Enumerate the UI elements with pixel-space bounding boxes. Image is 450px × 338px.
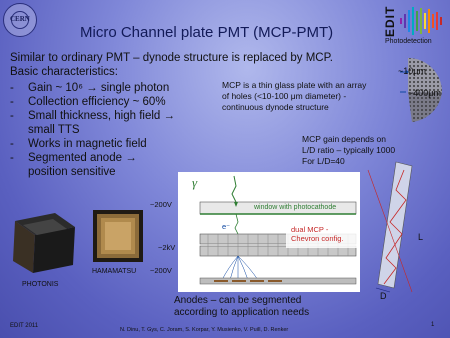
mcp-channel-diagram [360, 160, 418, 296]
list-item: - Segmented anode → position sensitive [10, 151, 208, 179]
list-item: - Works in magnetic field [10, 137, 208, 151]
footer-authors: N. Dinu, T. Gys, C. Joram, S. Korpar, Y. Musienko, V. Puill, D. Renker [120, 327, 289, 333]
electron-label: e⁻ [222, 222, 231, 231]
list-item: - Collection efficiency ~ 60% [10, 95, 208, 109]
voltage-label-mid: ~2kV [158, 243, 176, 252]
gamma-label: γ [192, 175, 198, 190]
brand-edit [383, 7, 397, 37]
voltage-label-top: ~200V [150, 200, 172, 209]
footer-event: EDIT 2011 [10, 323, 39, 329]
photonis-label: PHOTONIS [22, 281, 59, 288]
hamamatsu-mcp-photo [91, 208, 146, 266]
basic-title: Basic characteristics: [10, 66, 119, 78]
pitch-label: ~400μm [408, 88, 441, 98]
brand-subtitle: Photodetection [385, 38, 432, 45]
page-number: 1 [431, 322, 435, 328]
list-item-text: Gain ~ 10⁶ → single photon [28, 82, 170, 94]
intro-text: Similar to ordinary PMT – dynode structure is replaced by MCP. [10, 52, 333, 64]
gain-note: MCP gain depends on L/D ratio – typically 1000 For L/D=40 [302, 134, 396, 166]
list-item-text: Works in magnetic field [28, 138, 147, 150]
waveform-logo-icon [398, 4, 448, 38]
list-item-text: Segmented anode → position sensitive [28, 152, 137, 178]
anodes-note: Anodes – can be segmented according to application needs [174, 295, 310, 318]
list-item: - Gain ~ 10⁶ → single photon [10, 81, 208, 95]
length-label: L [418, 232, 424, 242]
hamamatsu-label: HAMAMATSU [92, 268, 137, 275]
page-title: Micro Channel plate PMT (MCP-PMT) [80, 24, 334, 41]
mcp-description: MCP is a thin glass plate with an array of holes (<10-100 μm diameter) - continuous dynode structure [222, 80, 367, 112]
list-item-text: Small thickness, high field → small TTS [28, 110, 176, 136]
list-item-text: Collection efficiency ~ 60% [28, 96, 166, 108]
list-item: - Small thickness, high field → small TTS [10, 109, 208, 137]
hole-size-label: ~10μm [398, 66, 426, 76]
window-label: window with photocathode [254, 204, 337, 211]
voltage-label-bottom: ~200V [150, 266, 172, 275]
characteristics-list [10, 81, 208, 179]
dual-mcp-label: dual MCP - Chevron config. [291, 225, 344, 243]
brand-edit-text: EDIT [383, 5, 397, 37]
photonis-mcp-photo [9, 203, 79, 277]
diameter-label: D [380, 291, 387, 301]
cern-logo [3, 3, 37, 37]
logo-text: CERN [10, 15, 30, 23]
